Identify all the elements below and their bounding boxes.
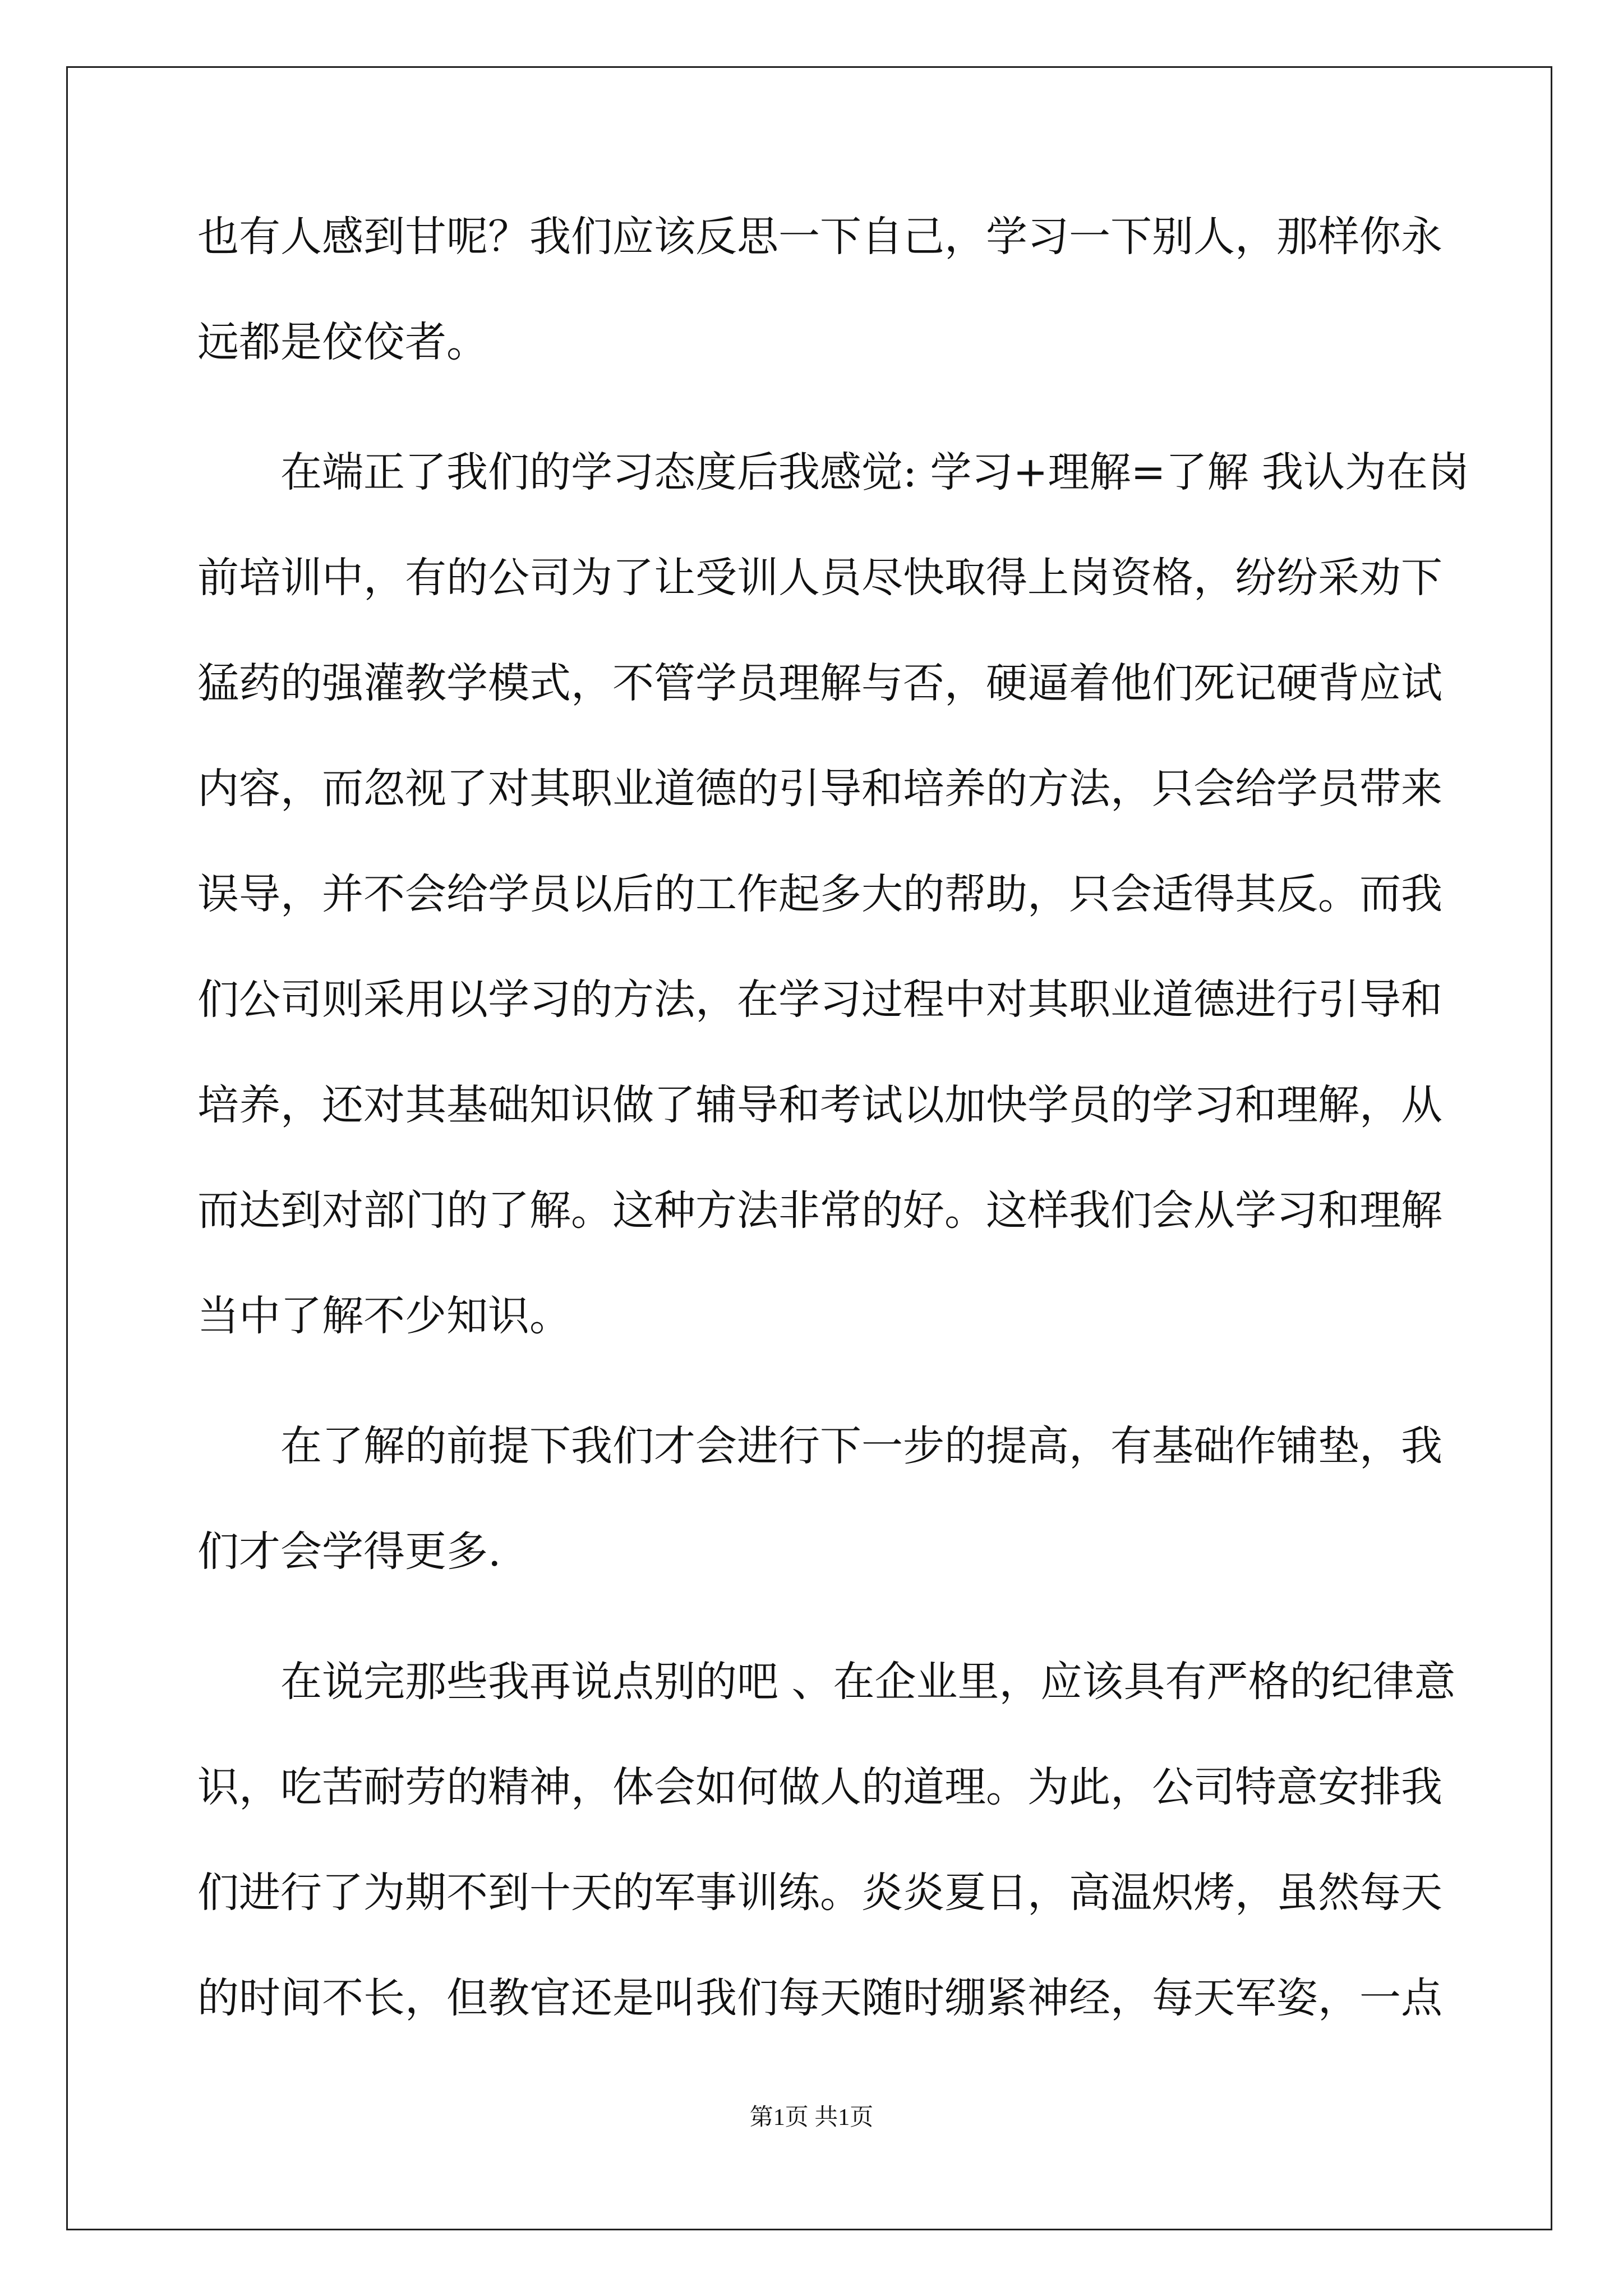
text-line: 们进行了为期不到十天的军事训练。炎炎夏日，高温炽烤，虽然每天 [197, 1869, 1442, 1917]
text-line: 识，吃苦耐劳的精神，体会如何做人的道理。为此，公司特意安排我 [197, 1763, 1442, 1811]
page-number-footer: 第1页 共1页 [749, 2105, 874, 2131]
text-line: 在了解的前提下我们才会进行下一步的提高，有基础作铺垫，我 [197, 1422, 1442, 1470]
text-line: 们公司则采用以学习的方法，在学习过程中对其职业道德进行引导和 [197, 976, 1442, 1024]
text-line: 前培训中，有的公司为了让受训人员尽快取得上岗资格，纷纷采劝下 [197, 554, 1442, 602]
text-line: 培养，还对其基础知识做了辅导和考试以加快学员的学习和理解，从 [197, 1081, 1442, 1129]
text-line: 们才会学得更多. [197, 1527, 501, 1576]
text-line: 而达到对部门的了解。这种方法非常的好。这样我们会从学习和理解 [197, 1186, 1442, 1235]
text-line: 内容，而忽视了对其职业道德的引导和培养的方法，只会给学员带来 [197, 765, 1442, 813]
text-line: 在端正了我们的学习态度后我感觉: 学习+理解=了解 我认为在岗 [197, 448, 1469, 496]
text-line: 远都是佼佼者。 [197, 318, 488, 366]
text-line: 也有人感到甘呢？我们应该反思一下自己，学习一下别人，那样你永 [197, 213, 1442, 261]
text-line: 的时间不长，但教官还是叫我们每天随时绷紧神经，每天军姿，一点 [197, 1974, 1442, 2022]
text-line: 猛药的强灌教学模式，不管学员理解与否，硬逼着他们死记硬背应试 [197, 659, 1442, 707]
text-line: 当中了解不少知识。 [197, 1292, 571, 1340]
text-line: 在说完那些我再说点别的吧 、在企业里，应该具有严格的纪律意 [197, 1658, 1456, 1706]
text-line: 误导，并不会给学员以后的工作起多大的帮助，只会适得其反。而我 [197, 870, 1442, 918]
